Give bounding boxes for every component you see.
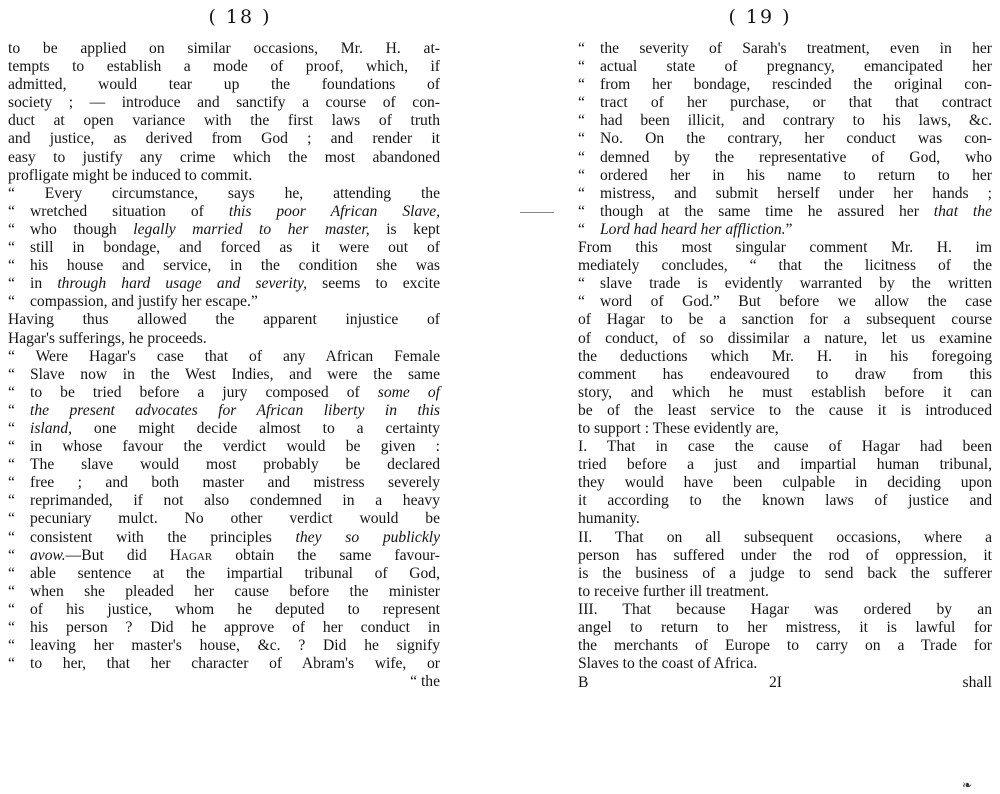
text-line bbox=[8, 239, 440, 257]
line-text: Slave now in the West Indies, and were the same bbox=[30, 365, 440, 383]
text-line bbox=[8, 94, 440, 112]
line-text: No. On the contrary, her conduct was con- bbox=[600, 130, 992, 148]
text-line bbox=[578, 402, 992, 420]
line-text: ” bbox=[785, 220, 793, 238]
text-line bbox=[8, 420, 440, 438]
right-page bbox=[520, 0, 1000, 794]
text-line bbox=[578, 149, 992, 167]
text-line bbox=[8, 293, 440, 311]
text-line bbox=[578, 94, 992, 112]
line-text: compassion, and justify her escape.” bbox=[30, 293, 258, 311]
text-line bbox=[8, 456, 440, 474]
text-line bbox=[578, 257, 992, 275]
quote-mark: “ bbox=[8, 474, 15, 492]
line-text: is the business of a judge to send back the sufferer bbox=[578, 564, 992, 582]
line-text: mediately concludes, “ that the licitness of the bbox=[578, 257, 992, 275]
quote-mark: “ bbox=[8, 239, 15, 257]
line-text: had been illicit, and contrary to his laws, &c. bbox=[600, 112, 992, 130]
line-text: though at the same time he assured her bbox=[600, 202, 934, 220]
smallcaps-text: Hagar bbox=[169, 546, 213, 564]
text-line bbox=[578, 239, 992, 257]
text-line bbox=[8, 185, 440, 203]
line-text: reprimanded, if not also condemned in a heavy bbox=[30, 492, 440, 510]
line-text: and justice, as derived from God ; and render it bbox=[8, 130, 440, 148]
text-line bbox=[8, 221, 440, 239]
line-text: the merchants of Europe to carry on a Trade for bbox=[578, 637, 992, 655]
line-text: it according to the known laws of justice and bbox=[578, 492, 992, 510]
page-number-left: ( 18 ) bbox=[208, 6, 272, 28]
line-text: tract of her purchase, or that that contract bbox=[600, 94, 992, 112]
text-line bbox=[578, 366, 992, 384]
quote-mark: “ bbox=[8, 401, 15, 419]
quote-mark: “ bbox=[578, 130, 585, 148]
text-line bbox=[578, 221, 992, 239]
line-text: of Hagar to be a sanction for a subsequent course bbox=[578, 311, 992, 329]
text-line bbox=[578, 619, 992, 637]
text-line bbox=[578, 58, 992, 76]
quote-mark: “ bbox=[8, 293, 15, 311]
quote-mark: “ bbox=[578, 40, 585, 57]
line-text: III. That because Hagar was ordered by an bbox=[578, 600, 992, 618]
text-line bbox=[578, 275, 992, 293]
text-line bbox=[578, 510, 992, 528]
italic-text: legally married to her master, bbox=[133, 220, 370, 238]
signature-mark: B 2 bbox=[578, 674, 777, 692]
text-line bbox=[578, 492, 992, 510]
quote-mark: “ bbox=[8, 419, 15, 437]
line-text: tempts to establish a mode of proof, which, if bbox=[8, 58, 440, 76]
line-text: society ; — introduce and sanctify a course of con- bbox=[8, 94, 440, 112]
line-text: angel to return to her mistress, it is lawful for bbox=[578, 619, 992, 636]
line-text: easy to justify any crime which the most abandoned bbox=[8, 148, 440, 166]
line-text: wretched situation of bbox=[30, 202, 229, 220]
quote-mark: “ bbox=[578, 76, 585, 94]
line-text: demned by the representative of God, who bbox=[600, 148, 992, 166]
text-line bbox=[8, 58, 440, 76]
text-line bbox=[578, 601, 992, 619]
line-text: From this most singular comment Mr. H. im bbox=[578, 239, 992, 257]
text-line bbox=[8, 583, 440, 601]
catchword: “ the bbox=[410, 673, 440, 691]
quote-mark: “ bbox=[578, 58, 585, 76]
text-line bbox=[578, 203, 992, 221]
page-footer bbox=[578, 674, 992, 692]
quote-mark: “ bbox=[578, 293, 585, 311]
text-line bbox=[8, 492, 440, 510]
line-text: pecuniary mulct. No other verdict would be bbox=[30, 510, 440, 528]
text-line bbox=[8, 149, 440, 167]
quote-mark: “ bbox=[578, 148, 585, 166]
italic-text: through hard usage and severity, bbox=[57, 275, 307, 293]
line-text: ordered her in his name to return to her bbox=[600, 166, 992, 184]
italic-text: that the bbox=[933, 202, 992, 220]
text-line bbox=[8, 257, 440, 275]
line-text: one might decide almost to a certainty bbox=[72, 419, 440, 437]
text-line bbox=[578, 637, 992, 655]
quote-mark: “ bbox=[8, 438, 15, 456]
line-text: obtain the same favour- bbox=[212, 546, 440, 564]
line-text: —But did bbox=[65, 546, 170, 564]
line-text: to be applied on similar occasions, Mr. H. at- bbox=[8, 40, 440, 57]
line-text: able sentence at the impartial tribunal of God, bbox=[30, 564, 440, 582]
text-line bbox=[8, 510, 440, 528]
text-line bbox=[8, 655, 440, 673]
line-text: Having thus allowed the apparent injustice of bbox=[8, 311, 440, 329]
text-line bbox=[578, 547, 992, 565]
right-text-block bbox=[578, 40, 992, 692]
line-text: story, and which he must establish before it can bbox=[578, 383, 992, 401]
quote-mark: “ bbox=[8, 546, 15, 564]
line-text: Slaves to the coast of Africa. bbox=[578, 655, 758, 673]
catchword: I shall bbox=[776, 674, 992, 692]
quote-mark: “ bbox=[8, 456, 15, 474]
line-text: the severity of Sarah's treatment, even in her bbox=[600, 40, 992, 57]
line-text: when she pleaded her cause before the minister bbox=[30, 582, 440, 600]
text-line bbox=[578, 293, 992, 311]
quote-mark: “ bbox=[8, 600, 15, 618]
line-text: word of God.” But before we allow the case bbox=[600, 293, 992, 311]
line-text: of his justice, whom he deputed to represent bbox=[30, 600, 440, 618]
italic-text: island, bbox=[30, 419, 73, 437]
line-text: free ; and both master and mistress severely bbox=[30, 474, 440, 492]
text-line bbox=[8, 366, 440, 384]
text-line bbox=[578, 583, 992, 601]
line-text: tried before a just and impartial human tribunal, bbox=[578, 456, 992, 474]
text-line bbox=[578, 185, 992, 203]
text-line bbox=[8, 330, 440, 348]
line-text: is kept bbox=[369, 220, 441, 238]
quote-mark: “ bbox=[8, 383, 15, 401]
text-line bbox=[8, 203, 440, 221]
line-text: who though bbox=[30, 220, 134, 238]
text-line bbox=[8, 529, 440, 547]
quote-mark: “ bbox=[8, 510, 15, 528]
italic-text: this poor African Slave, bbox=[228, 202, 441, 220]
text-line bbox=[578, 311, 992, 329]
text-line bbox=[8, 167, 440, 185]
text-line bbox=[8, 619, 440, 637]
line-text: to her, that her character of Abram's wife, or bbox=[30, 655, 440, 673]
line-text: they would have been culpable in deciding upon bbox=[578, 474, 992, 492]
text-line bbox=[8, 384, 440, 402]
line-text: person has suffered under the rod of oppression, it bbox=[578, 546, 992, 564]
quote-mark: “ bbox=[8, 582, 15, 600]
text-line bbox=[578, 330, 992, 348]
text-line bbox=[578, 76, 992, 94]
quote-mark: “ bbox=[578, 94, 585, 112]
quote-mark: “ bbox=[8, 220, 15, 238]
quote-mark: “ bbox=[8, 492, 15, 510]
quote-mark: “ bbox=[8, 257, 15, 275]
text-line bbox=[578, 474, 992, 492]
line-text: slave trade is evidently warranted by the written bbox=[600, 275, 992, 293]
line-text: his house and service, in the condition she was bbox=[30, 257, 440, 275]
text-line bbox=[8, 547, 440, 565]
quote-mark: “ bbox=[578, 184, 585, 202]
ink-blot-mark: ❧ bbox=[962, 778, 973, 792]
quote-mark: “ bbox=[578, 220, 585, 238]
text-line bbox=[8, 348, 440, 366]
line-text: the deductions which Mr. H. in his foregoing bbox=[578, 347, 992, 365]
quote-mark: “ bbox=[578, 275, 585, 293]
text-line bbox=[578, 420, 992, 438]
page-number-right: ( 19 ) bbox=[728, 6, 792, 28]
text-line bbox=[578, 348, 992, 366]
text-line bbox=[8, 474, 440, 492]
line-text: admitted, would tear up the foundations of bbox=[8, 76, 440, 94]
line-text: his person ? Did he approve of her conduct in bbox=[30, 619, 440, 636]
italic-text: Lord had heard her affliction. bbox=[600, 220, 786, 238]
line-text: The slave would most probably be declared bbox=[30, 456, 440, 474]
quote-mark: “ bbox=[578, 166, 585, 184]
quote-mark: “ bbox=[578, 112, 585, 130]
text-line bbox=[8, 40, 440, 58]
text-line bbox=[8, 275, 440, 293]
line-text: actual state of pregnancy, emancipated her bbox=[600, 58, 992, 76]
italic-text: they so publickly bbox=[295, 528, 440, 546]
quote-mark: “ bbox=[8, 619, 15, 636]
quote-mark: “ bbox=[8, 365, 15, 383]
text-line bbox=[578, 438, 992, 456]
text-line bbox=[578, 529, 992, 547]
text-line bbox=[8, 402, 440, 420]
text-line bbox=[578, 167, 992, 185]
italic-text: some of bbox=[377, 383, 440, 401]
left-text-block bbox=[8, 40, 440, 691]
italic-text: the present advocates for African liberty in this bbox=[30, 401, 440, 419]
line-text: be of the least service to the cause it is introduced bbox=[578, 401, 992, 419]
line-text: mistress, and submit herself under her hands ; bbox=[600, 184, 992, 202]
line-text: of conduct, of so dissimilar a nature, let us examine bbox=[578, 329, 992, 347]
line-text: duct at open variance with the first laws of truth bbox=[8, 112, 440, 130]
line-text: “ Every circumstance, says he, attending the bbox=[8, 184, 440, 202]
left-page bbox=[0, 0, 480, 794]
text-line bbox=[8, 112, 440, 130]
line-text: II. That on all subsequent occasions, where a bbox=[578, 528, 992, 546]
quote-mark: “ bbox=[578, 202, 585, 220]
text-line bbox=[8, 637, 440, 655]
text-line bbox=[578, 112, 992, 130]
text-line bbox=[8, 601, 440, 619]
text-line bbox=[578, 456, 992, 474]
line-text: in whose favour the verdict would be given : bbox=[30, 438, 440, 456]
line-text: to support : These evidently are, bbox=[578, 419, 779, 437]
italic-text: avow. bbox=[30, 546, 66, 564]
line-text: humanity. bbox=[578, 510, 640, 528]
line-text: consistent with the principles bbox=[30, 528, 296, 546]
text-line bbox=[578, 384, 992, 402]
text-line bbox=[578, 655, 992, 673]
quote-mark: “ bbox=[8, 637, 15, 655]
quote-mark: “ bbox=[8, 528, 15, 546]
line-text: “ Were Hagar's case that of any African Female bbox=[8, 347, 440, 365]
text-line bbox=[8, 130, 440, 148]
line-text: to be tried before a jury composed of bbox=[30, 383, 378, 401]
text-line bbox=[8, 565, 440, 583]
quote-mark: “ bbox=[8, 202, 15, 220]
quote-mark: “ bbox=[8, 655, 15, 673]
line-text: from her bondage, rescinded the original con- bbox=[600, 76, 992, 94]
page-footer bbox=[8, 673, 440, 691]
line-text: seems to excite bbox=[307, 275, 440, 293]
line-text: profligate might be induced to commit. bbox=[8, 166, 253, 184]
text-line bbox=[578, 40, 992, 58]
text-line bbox=[578, 565, 992, 583]
text-line bbox=[8, 311, 440, 329]
quote-mark: “ bbox=[8, 564, 15, 582]
line-text: I. That in case the cause of Hagar had been bbox=[578, 438, 992, 456]
line-text: comment has endeavoured to draw from this bbox=[578, 365, 992, 383]
quote-mark: “ bbox=[8, 275, 15, 293]
line-text: leaving her master's house, &c. ? Did he signify bbox=[30, 637, 440, 655]
line-text: to receive further ill treatment. bbox=[578, 582, 769, 600]
line-text: in bbox=[30, 275, 58, 293]
line-text: Hagar's sufferings, he proceeds. bbox=[8, 329, 207, 347]
line-text: still in bondage, and forced as it were out of bbox=[30, 239, 440, 257]
text-line bbox=[8, 76, 440, 94]
text-line bbox=[578, 130, 992, 148]
text-line bbox=[8, 438, 440, 456]
